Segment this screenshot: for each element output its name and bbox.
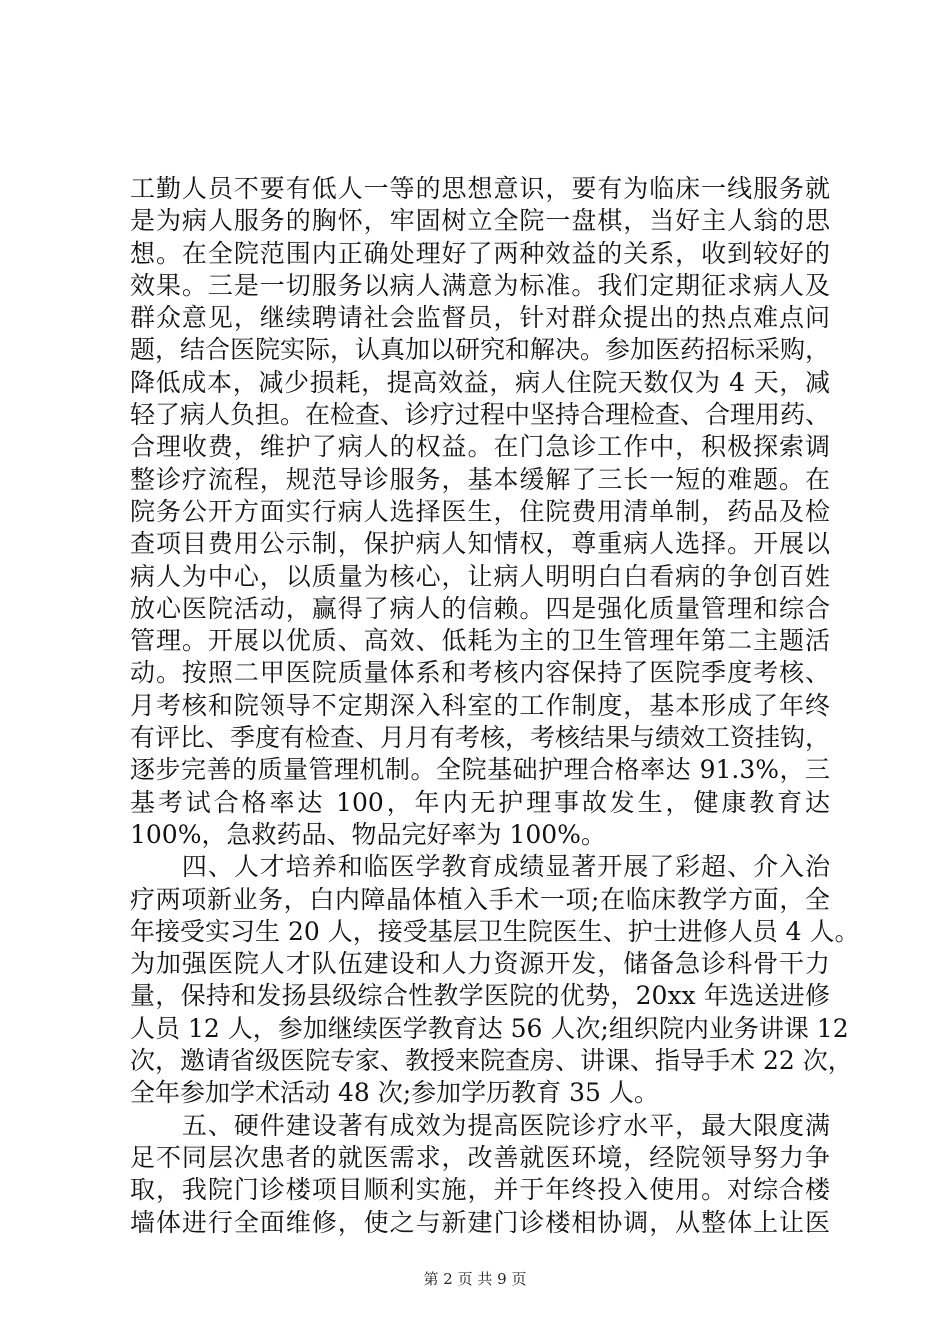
text-line: 管理。开展以优质、高效、低耗为主的卫生管理年第二主题活 [130, 626, 830, 656]
text-line: 降低成本，减少损耗，提高效益，病人住院天数仅为 4 天，减 [130, 367, 830, 397]
text-line: 全年参加学术活动 48 次;参加学历教育 35 人。 [130, 1078, 659, 1108]
text-line: 月考核和院领导不定期深入科室的工作制度，基本形成了年终 [130, 690, 830, 720]
text-line: 题，结合医院实际，认真加以研究和解决。参加医药招标采购， [130, 335, 831, 365]
text-line: 基考试合格率达 100，年内无护理事故发生，健康教育达 [130, 787, 830, 817]
text-line: 量，保持和发扬县级综合性教学医院的优势，20xx 年选送进修 [130, 981, 830, 1011]
text-line: 四、人才培养和临医学教育成绩显著开展了彩超、介入治 [130, 852, 830, 882]
text-line: 效果。三是一切服务以病人满意为标准。我们定期征求病人及 [130, 270, 830, 300]
text-line: 查项目费用公示制，保护病人知情权，尊重病人选择。开展以 [130, 529, 830, 559]
text-line: 动。按照二甲医院质量体系和考核内容保持了医院季度考核、 [130, 658, 830, 688]
text-line: 群众意见，继续聘请社会监督员，针对群众提出的热点难点问 [130, 303, 830, 333]
text-line: 人员 12 人，参加继续医学教育达 56 人次;组织院内业务讲课 12 [130, 1013, 849, 1043]
text-line: 轻了病人负担。在检查、诊疗过程中坚持合理检查、合理用药、 [130, 400, 831, 430]
page-footer: 第 2 页 共 9 页 [423, 1270, 527, 1288]
text-line: 次，邀请省级医院专家、教授来院查房、讲课、指导手术 22 次， [130, 1046, 853, 1076]
text-line: 是为病人服务的胸怀，牢固树立全院一盘棋，当好主人翁的思 [130, 206, 830, 236]
text-line: 院务公开方面实行病人选择医生，住院费用清单制，药品及检 [130, 496, 830, 526]
text-line: 墙体进行全面维修，使之与新建门诊楼相协调，从整体上让医 [130, 1207, 830, 1237]
text-line: 想。在全院范围内正确处理好了两种效益的关系，收到较好的 [130, 238, 830, 268]
text-line: 逐步完善的质量管理机制。全院基础护理合格率达 91.3%，三 [130, 755, 830, 785]
text-line: 五、硬件建设著有成效为提高医院诊疗水平，最大限度满 [130, 1110, 830, 1140]
text-line: 足不同层次患者的就医需求，改善就医环境，经院领导努力争 [130, 1142, 830, 1172]
text-line: 整诊疗流程，规范导诊服务，基本缓解了三长一短的难题。在 [130, 464, 830, 494]
text-line: 有评比、季度有检查、月月有考核，考核结果与绩效工资挂钩， [130, 723, 831, 753]
text-line: 工勤人员不要有低人一等的思想意识，要有为临床一线服务就 [130, 174, 830, 203]
body-text [130, 173, 860, 1239]
text-line: 年接受实习生 20 人，接受基层卫生院医生、护士进修人员 4 人。 [130, 916, 860, 946]
text-line: 疗两项新业务，白内障晶体植入手术一项;在临床教学方面，全 [130, 884, 830, 914]
text-line: 合理收费，维护了病人的权益。在门急诊工作中，积极探索调 [130, 432, 830, 462]
text-line: 放心医院活动，赢得了病人的信赖。四是强化质量管理和综合 [130, 593, 830, 623]
text-line: 病人为中心，以质量为核心，让病人明明白白看病的争创百姓 [130, 561, 830, 591]
text-line: 取，我院门诊楼项目顺利实施，并于年终投入使用。对综合楼 [130, 1175, 830, 1205]
text-line: 为加强医院人才队伍建设和人力资源开发，储备急诊科骨干力 [130, 949, 830, 979]
text-line: 100%，急救药品、物品完好率为 100%。 [130, 819, 606, 849]
